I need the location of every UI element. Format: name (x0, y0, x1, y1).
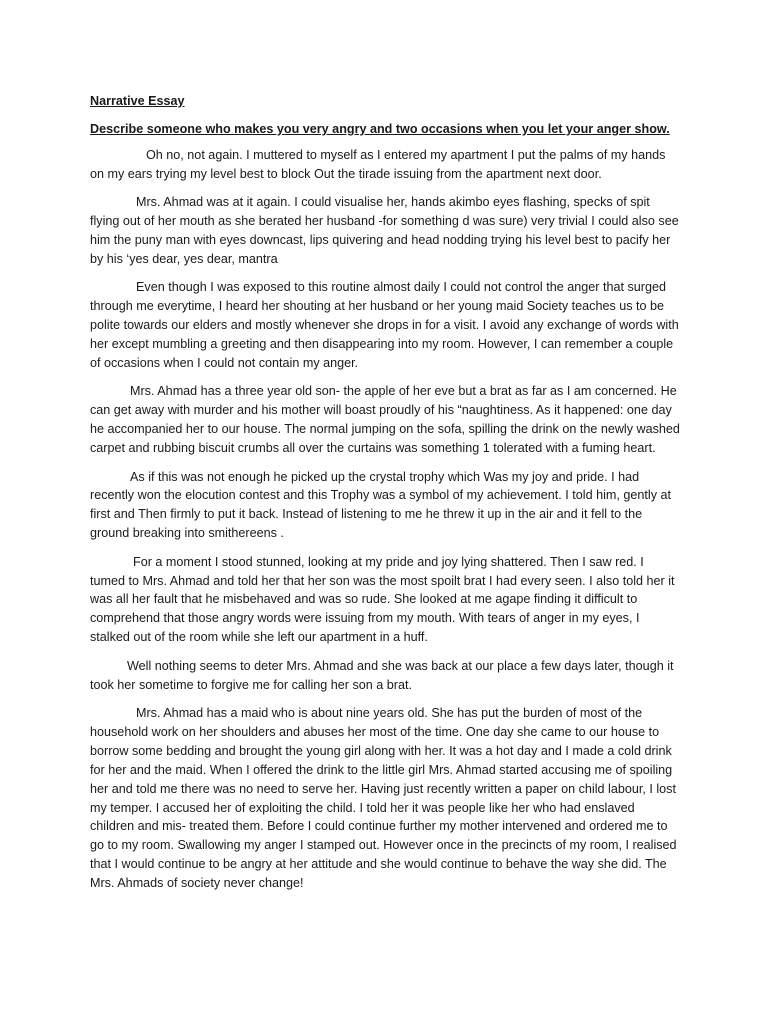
paragraph-7: Well nothing seems to deter Mrs. Ahmad and she was back at our place a few days later, though it took her sometime to forgive me for calling her son a brat. (90, 658, 674, 692)
paragraph-1: Oh no, not again. I muttered to myself as I entered my apartment I put the palms of my hands on my ears trying my level best to block Out the tirade issuing from the apartment next door. (90, 147, 666, 181)
paragraph-6: For a moment I stood stunned, looking at my pride and joy lying shattered. Then I saw red. I tumed to Mrs. Ahmad and told her that her son was the most spoilt brat I had every seen. I also told her it was all her fault that he misbehaved and was so rude. She looked at me agape finding it difficult to comprehend that those angry words were issuing from my mouth. With tears of anger in my eyes, I stalked out of the room while she left our apartment in a huff. (90, 554, 675, 645)
paragraph-5: As if this was not enough he picked up the crystal trophy which Was my joy and pride. I had recently won the elocution contest and this Trophy was a symbol of my achievement. I told him, gently at first and Then firmly to put it back. Instead of listening to me he threw it up in the air and it fell to the ground breaking into smithereens . (90, 469, 672, 541)
essay-body (90, 92, 680, 903)
paragraph-3: Even though I was exposed to this routine almost daily I could not control the anger that surged through me everytime, I heard her shouting at her husband or her young maid Society teaches us to be polite towards our elders and mostly whenever she drops in for a visit. I avoid any exchange of words with her except mumbling a greeting and then disappearing into my room. However, I can remember a couple of occasions when I could not contain my anger. (90, 280, 679, 370)
paragraph-8: Mrs. Ahmad has a maid who is about nine years old. She has put the burden of most of the household work on her shoulders and abuses her most of the time. One day she came to our house to borrow some bedding and brought the young girl along with her. It was a hot day and I made a cold drink for her and the maid. When I offered the drink to the little girl Mrs. Ahmad started accusing me of spoiling her and told me there was no need to serve her. Having just recently written a paper on child labour, I lost my temper. I accused her of exploiting the child. I told her it was people like her who had enslaved children and mis- treated them. Before I could continue further my mother intervened and ordered me to go to my room. Swallowing my anger I stamped out. However once in the precincts of my room, I realised that I would continue to be angry at her attitude and she would continue to behave the way she did. The Mrs. Ahmads of society never change! (90, 705, 677, 891)
paragraph-4: Mrs. Ahmad has a three year old son- the apple of her eve but a brat as far as I am concerned. He can get away with murder and his mother will boast proudly of his “naughtiness. As it happened: one day he accompanied her to our house. The normal jumping on the sofa, spilling the drink on the newly washed carpet and rubbing biscuit crumbs all over the curtains was something 1 tolerated with a fuming heart. (90, 384, 680, 456)
essay-prompt: Describe someone who makes you very angry and two occasions when you let your anger show. (90, 122, 670, 136)
essay-title: Narrative Essay (90, 94, 185, 108)
paragraph-2: Mrs. Ahmad was at it again. I could visualise her, hands akimbo eyes flashing, specks of spit flying out of her mouth as she berated her husband -for something d was sure) very trivial I could also see him the puny man with eyes downcast, lips quivering and head nodding trying his level best to pacify her by his ‘yes dear, yes dear, mantra (90, 195, 679, 266)
